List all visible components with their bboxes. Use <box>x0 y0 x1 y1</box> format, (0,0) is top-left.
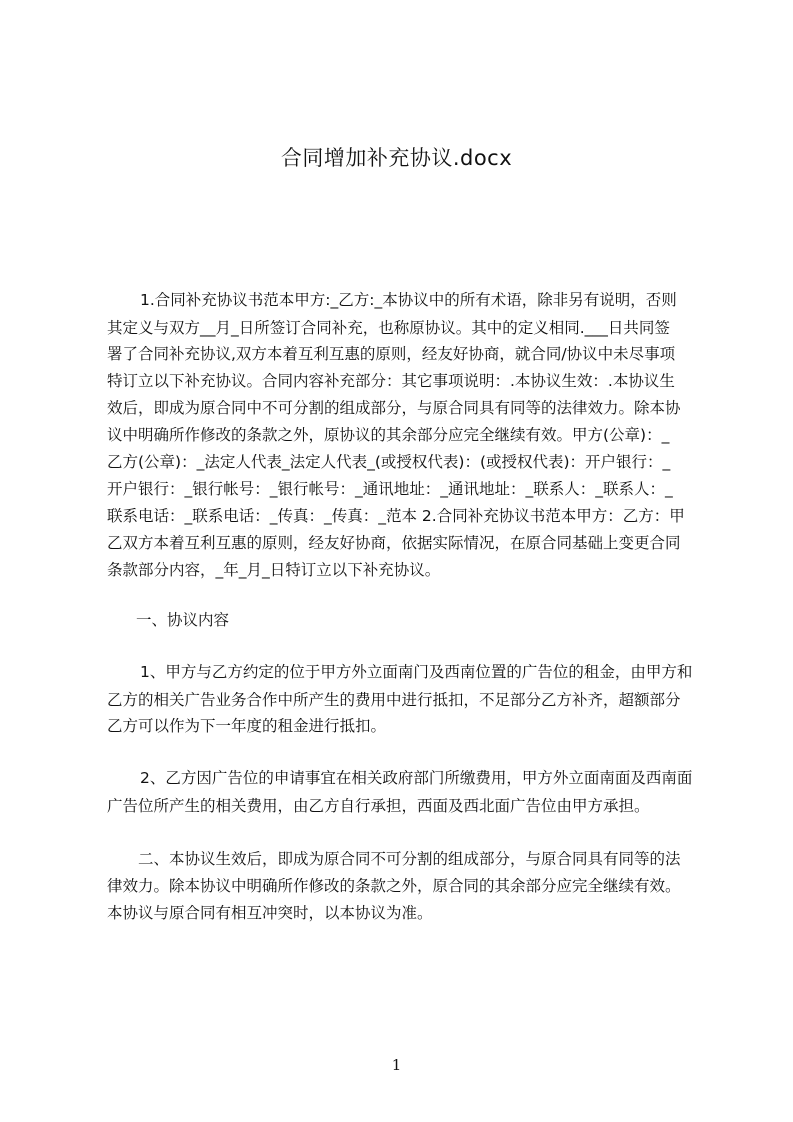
item2-line: 2、乙方因广告位的申请事宜在相关政府部门所缴费用，甲方外立面南面及西南面 <box>140 769 693 787</box>
section2-line: 二、本协议生效后，即成为原合同不可分割的组成部分，与原合同具有同等的法 <box>138 850 681 868</box>
page-number: 1 <box>391 1056 402 1074</box>
paragraph1-line: 联系电话：_联系电话：_传真：_传真：_范本 2.合同补充协议书范本甲方：乙方：甲 <box>107 507 685 525</box>
item2-line: 广告位所产生的相关费用，由乙方自行承担，西面及西北面广告位由甲方承担。 <box>107 797 650 815</box>
section-heading: 一、协议内容 <box>136 611 230 629</box>
paragraph1-line: 条款部分内容，_年_月_日特订立以下补充协议。 <box>107 561 441 579</box>
paragraph1-line: 特订立以下补充协议。合同内容补充部分：其它事项说明：.本协议生效：.本协议生 <box>107 372 675 390</box>
paragraph1-line: 署了合同补充协议,双方本着互利互惠的原则，经友好协商，就合同/协议中未尽事项 <box>107 345 676 363</box>
paragraph1-line: 乙双方本着互利互惠的原则，经友好协商，依据实际情况，在原合同基础上变更合同 <box>107 534 681 552</box>
paragraph1-line: 其定义与双方__月_日所签订合同补充，也称原协议。其中的定义相同.___日共同签 <box>107 319 670 337</box>
paragraph1-line: 开户银行：_银行帐号：_银行帐号：_通讯地址：_通讯地址：_联系人：_联系人：_ <box>107 480 673 498</box>
item1-line: 乙方的相关广告业务合作中所产生的费用中进行抵扣，不足部分乙方补齐，超额部分 <box>107 691 681 709</box>
item1-line: 乙方可以作为下一年度的租金进行抵扣。 <box>107 717 387 735</box>
paragraph1-line: 乙方(公章)：_法定人代表_法定人代表_(或授权代表)：(或授权代表)：开户银行：_ <box>107 453 671 471</box>
section2-line: 律效力。除本协议中明确所作修改的条款之外，原合同的其余部分应完全继续有效。 <box>107 877 681 895</box>
paragraph1-line: 1.合同补充协议书范本甲方:_乙方:_本协议中的所有术语，除非另有说明，否则 <box>140 291 677 309</box>
item1-line: 1、甲方与乙方约定的位于甲方外立面南门及西南位置的广告位的租金，由甲方和 <box>140 663 693 681</box>
section2-line: 本协议与原合同有相互冲突时，以本协议为准。 <box>107 904 433 922</box>
paragraph1-line: 效后，即成为原合同中不可分割的组成部分，与原合同具有同等的法律效力。除本协 <box>107 399 681 417</box>
paragraph1-line: 议中明确所作修改的条款之外，原协议的其余部分应完全继续有效。甲方(公章)：_ <box>107 426 670 444</box>
document-title: 合同增加补充协议.docx <box>280 146 513 170</box>
